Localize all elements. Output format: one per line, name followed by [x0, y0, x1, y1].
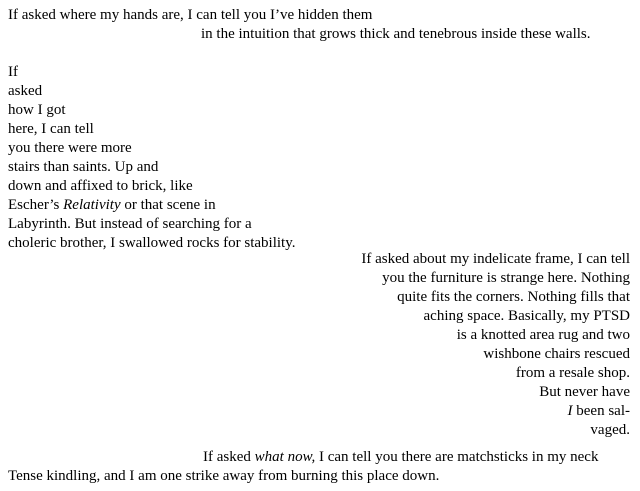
stanza3-line3: quite fits the corners. Nothing fills that	[397, 289, 630, 305]
stanza3-line9-post: been sal-	[572, 403, 630, 419]
stanza4-line1-pre: If asked	[203, 449, 255, 465]
stanza3-line5: is a knotted area rug and two	[456, 327, 630, 343]
stanza2-line5: you there were more	[8, 140, 132, 156]
stanza2-line9: Labyrinth. But instead of searching for a	[8, 216, 252, 232]
stanza2-line2: asked	[8, 83, 43, 99]
stanza3-line4: aching space. Basically, my PTSD	[423, 308, 630, 324]
stanza4-line1	[203, 448, 598, 467]
stanza2-line8-title: Relativity	[63, 197, 121, 213]
stanza1-line1: If asked where my hands are, I can tell you I’ve hidden them	[8, 7, 373, 23]
stanza2-line4: here, I can tell	[8, 121, 94, 137]
stanza2-line8-post: or that scene in	[120, 197, 216, 213]
stanza3-line7: from a resale shop.	[515, 365, 630, 381]
stanza2-line10: choleric brother, I swallowed rocks for stability.	[8, 235, 296, 251]
stanza3-line9-em: I	[567, 403, 573, 419]
stanza2-line7: down and affixed to brick, like	[8, 178, 193, 194]
stanza3-line9	[568, 402, 630, 421]
stanza2-line8-pre: Escher’s	[8, 197, 64, 213]
stanza2-line1: If	[8, 64, 18, 80]
stanza2-line6: stairs than saints. Up and	[8, 159, 159, 175]
stanza2-line8	[8, 196, 216, 215]
stanza4-line1-em: what now,	[254, 449, 316, 465]
stanza3-line1: If asked about my indelicate frame, I can tell	[361, 251, 630, 267]
stanza4-line2: Tense kindling, and I am one strike away from burning this place down.	[8, 468, 440, 484]
stanza1-line2: in the intuition that grows thick and tenebrous inside these walls.	[201, 26, 591, 42]
stanza3-line2: you the furniture is strange here. Nothing	[382, 270, 630, 286]
stanza2-line3: how I got	[8, 102, 66, 118]
stanza3-line8: But never have	[539, 384, 630, 400]
stanza3-line6: wishbone chairs rescued	[483, 346, 630, 362]
stanza4-line1-post: I can tell you there are matchsticks in my neck	[315, 449, 599, 465]
stanza3-line10: vaged.	[590, 422, 630, 438]
